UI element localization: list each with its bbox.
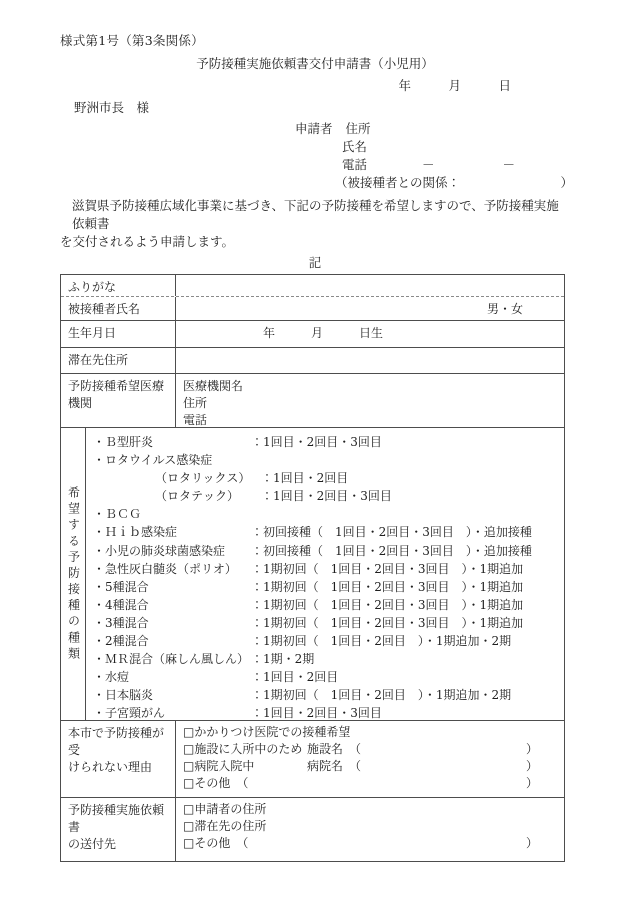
vaccine-item: ・Ｈｉｂ感染症 ：初回接種（ 1回目・2回目・3回目 ）・追加接種 xyxy=(93,525,532,540)
table-row-sendto xyxy=(61,798,564,861)
sendto-option-applicant: □申請者の住所 xyxy=(183,802,267,816)
phone-dash-2: － xyxy=(502,157,516,172)
body-line-1: 滋賀県予防接種広域化事業に基づき、下記の予防接種を希望しますので、予防接種実施依頼書 xyxy=(72,198,559,231)
form-number: 様式第1号（第3条関係） xyxy=(60,33,204,48)
applicant-address-line xyxy=(295,120,570,138)
page-title: 予防接種実施依頼書交付申請書（小児用） xyxy=(196,56,434,71)
reason-label-line-2: けられない理由 xyxy=(68,760,153,774)
clinic-cell xyxy=(176,374,564,427)
clinic-label-line-2: 機関 xyxy=(68,396,93,410)
vaccine-section-label: 希望する予防接種の種類 xyxy=(66,485,81,663)
vaccine-item: ・2種混合 ：1期初回（ 1回目・2回目 ）・1期追加・2期 xyxy=(93,634,512,649)
vaccine-item: ・ＢＣＧ xyxy=(93,507,142,522)
birthdate-label: 生年月日 xyxy=(61,321,176,347)
address-label: 住所 xyxy=(345,121,371,136)
relation-close: ） xyxy=(560,175,573,190)
vaccine-item: ・日本脳炎 ：1期初回（ 1回目・2回目 ）・1期追加・2期 xyxy=(93,688,512,703)
stay-address-label: 滞在先住所 xyxy=(61,348,176,373)
sendto-label-line-1: 予防接種実施依頼書 xyxy=(68,803,165,834)
vaccine-item: （ロタリックス） ：1回目・2回目 xyxy=(155,471,349,486)
table-row-vaccines xyxy=(61,428,564,721)
facility-name-label: 施設名 （ xyxy=(307,742,362,756)
sendto-label xyxy=(61,798,176,861)
gender-options: 男・女 xyxy=(486,302,523,316)
paren-close: ） xyxy=(525,836,538,850)
vaccine-item: ・4種混合 ：1期初回（ 1回目・2回目・3回目 ）・1期追加 xyxy=(93,597,524,612)
reason-option-hospital: □病院入院中 病院名 （ ） xyxy=(183,759,538,773)
paren-close: ） xyxy=(525,776,538,790)
furigana-label: ふりがな xyxy=(61,275,176,296)
sendto-option-other: □その他 （ ） xyxy=(183,836,538,850)
hospital-name-label: 病院名 （ xyxy=(307,759,362,773)
stay-address-cell xyxy=(176,348,564,373)
clinic-phone-label: 電話 xyxy=(183,413,208,427)
vaccine-item: ・5種混合 ：1期初回（ 1回目・2回目・3回目 ）・1期追加 xyxy=(93,579,524,594)
vaccine-item: ・ＭＲ混合（麻しん風しん） ：1期・2期 xyxy=(93,652,315,667)
table-row-stay-address xyxy=(61,348,564,374)
vaccine-item: ・小児の肺炎球菌感染症 ：初回接種（ 1回目・2回目・3回目 ）・追加接種 xyxy=(93,543,532,558)
vaccine-item: ・急性灰白髄炎（ポリオ） ：1期初回（ 1回目・2回目・3回目 ）・1期追加 xyxy=(93,561,524,576)
table-row-birthdate xyxy=(61,321,564,348)
relation-open: （被接種者との関係： xyxy=(335,175,461,190)
sendto-label-line-2: の送付先 xyxy=(68,837,117,851)
reason-option-other: □その他 （ ） xyxy=(183,776,538,790)
phone-dash-1: － xyxy=(422,157,435,172)
name-label: 氏名 xyxy=(342,139,368,154)
vaccine-item: ・ロタウイルス感染症 xyxy=(93,453,213,468)
recipient-name-label: 被接種者氏名 xyxy=(61,297,176,320)
vaccine-item: （ロタテック） ：1回目・2回目・3回目 xyxy=(155,489,392,504)
table-row-clinic xyxy=(61,374,564,428)
clinic-address-label: 住所 xyxy=(183,396,208,410)
phone-line xyxy=(342,156,570,174)
applicant-label: 申請者 xyxy=(295,121,333,136)
sendto-options xyxy=(176,798,564,861)
vaccine-item: ・Ｂ型肝炎 ：1回目・2回目・3回目 xyxy=(93,435,382,449)
furigana-value-cell xyxy=(176,275,564,296)
vaccine-item: ・水痘 ：1回目・2回目 xyxy=(93,670,339,685)
recipient-name-cell xyxy=(176,297,564,320)
body-paragraph xyxy=(60,197,570,251)
reason-option-kakaritsuke: □かかりつけ医院での接種希望 xyxy=(183,725,351,739)
sendto-option-stay: □滞在先の住所 xyxy=(183,819,267,833)
table-row-reason xyxy=(61,721,564,798)
vaccine-list xyxy=(86,428,564,720)
reason-option-facility: □施設に入所中のため 施設名 （ ） xyxy=(183,742,538,756)
clinic-label xyxy=(61,374,176,427)
vaccine-item: ・子宮頸がん ：1回目・2回目・3回目 xyxy=(93,706,382,721)
vaccine-section-label-cell xyxy=(61,428,86,720)
form-table xyxy=(60,274,565,862)
reason-label-line-1: 本市で予防接種が受 xyxy=(68,726,165,757)
vaccine-item: ・3種混合 ：1期初回（ 1回目・2回目・3回目 ）・1期追加 xyxy=(93,615,524,630)
phone-label: 電話 xyxy=(342,157,368,172)
reason-options xyxy=(176,721,564,797)
paren-close: ） xyxy=(525,742,538,756)
relation-line xyxy=(335,174,573,192)
body-line-2: を交付されるよう申請します。 xyxy=(60,234,235,249)
table-row-name xyxy=(61,297,564,321)
clinic-name-label: 医療機関名 xyxy=(183,379,244,393)
reason-label xyxy=(61,721,176,797)
birthdate-cell: 年 月 日生 xyxy=(263,326,384,340)
table-row-furigana xyxy=(61,275,564,297)
addressee: 野洲市長 様 xyxy=(74,100,150,115)
applicant-block xyxy=(295,120,573,192)
record-mark: 記 xyxy=(308,255,322,270)
paren-close: ） xyxy=(525,759,538,773)
date-line: 年 月 日 xyxy=(398,78,511,93)
clinic-label-line-1: 予防接種希望医療 xyxy=(68,379,165,393)
